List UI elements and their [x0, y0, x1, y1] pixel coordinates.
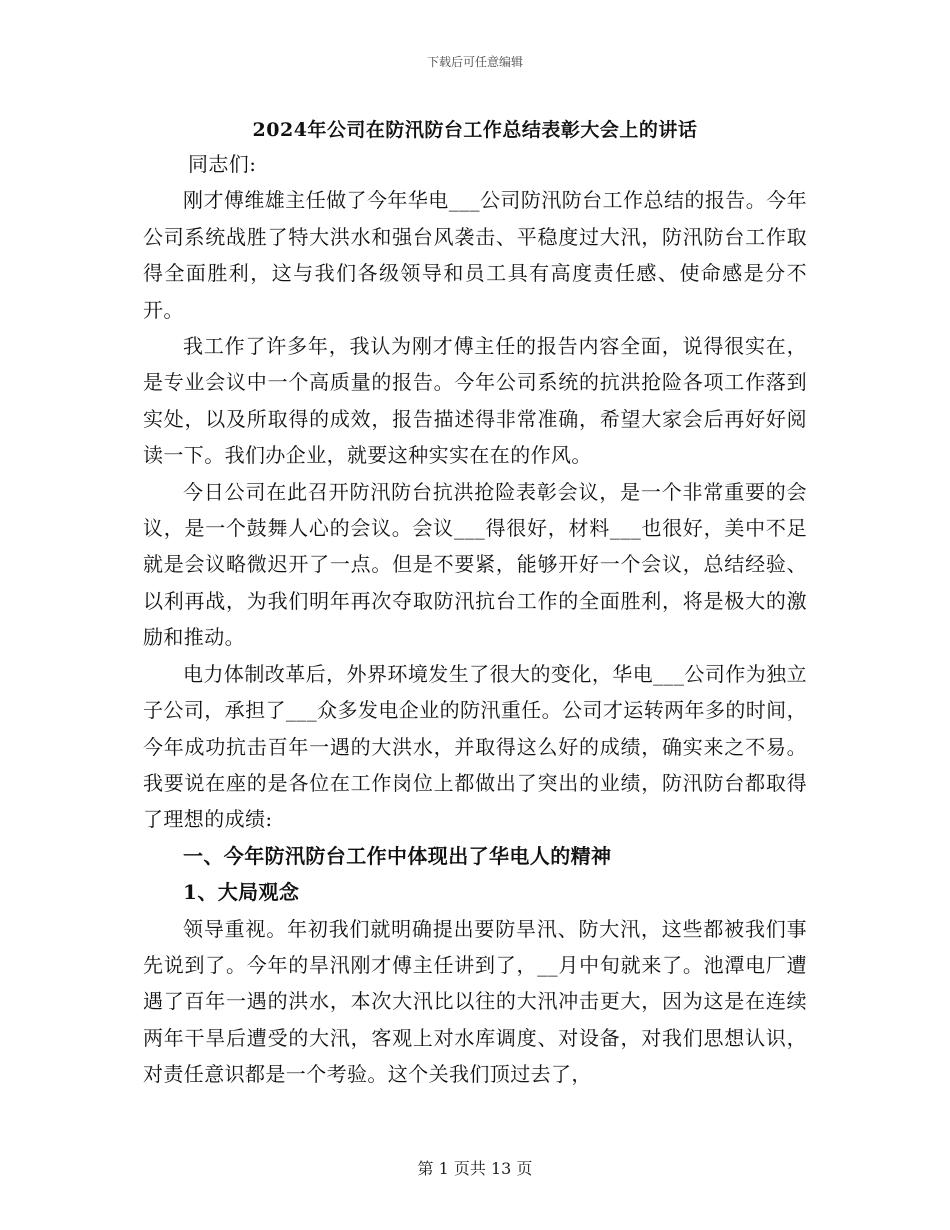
- paragraph: 刚才傅维雄主任做了今年华电___公司防汛防台工作总结的报告。今年公司系统战胜了特大洪水和强台风袭击、平稳度过大汛，防汛防台工作取得全面胜利，这与我们各级领导和员工具有高度责任感、使命感是分不开。: [143, 188, 807, 322]
- paragraph: 领导重视。年初我们就明确提出要防旱汛、防大汛，这些都被我们事先说到了。今年的旱汛刚才傅主任讲到了，__月中旬就来了。池潭电厂遭遇了百年一遇的洪水，本次大汛比以往的大汛冲击更大，因为这是在连续两年干旱后遭受的大汛，客观上对水库调度、对设备，对我们思想认识，对责任意识都是一个考验。这个关我们顶过去了，: [143, 916, 807, 1087]
- page-number-footer: 第 1 页共 13 页: [417, 1159, 533, 1178]
- subsection-heading: 1、大局观念: [183, 880, 300, 905]
- paragraph: 我工作了许多年，我认为刚才傅主任的报告内容全面，说得很实在，是专业会议中一个高质量的报告。今年公司系统的抗洪抢险各项工作落到实处，以及所取得的成效，报告描述得非常准确，希望大家会后再好好阅读一下。我们办企业，就要这种实实在在的作风。: [143, 334, 807, 468]
- section-heading: 一、今年防汛防台工作中体现出了华电人的精神: [183, 843, 612, 868]
- page-header-note: 下载后可任意编辑: [426, 55, 523, 69]
- document-title: 2024年公司在防汛防台工作总结表彰大会上的讲话: [252, 119, 698, 141]
- salutation: 同志们:: [188, 152, 257, 176]
- paragraph: 今日公司在此召开防汛防台抗洪抢险表彰会议，是一个非常重要的会议，是一个鼓舞人心的会议。会议___得很好，材料___也很好，美中不足就是会议略微迟开了一点。但是不要紧，能够开好一个会议，总结经验、以利再战，为我们明年再次夺取防汛抗台工作的全面胜利，将是极大的激励和推动。: [143, 479, 807, 650]
- paragraph: 电力体制改革后，外界环境发生了很大的变化，华电___公司作为独立子公司，承担了___众多发电企业的防汛重任。公司才运转两年多的时间，今年成功抗击百年一遇的大洪水，并取得这么好的成绩，确实来之不易。我要说在座的是各位在工作岗位上都做出了突出的业绩，防汛防台都取得了理想的成绩:: [143, 661, 807, 832]
- document-body: [143, 146, 807, 1093]
